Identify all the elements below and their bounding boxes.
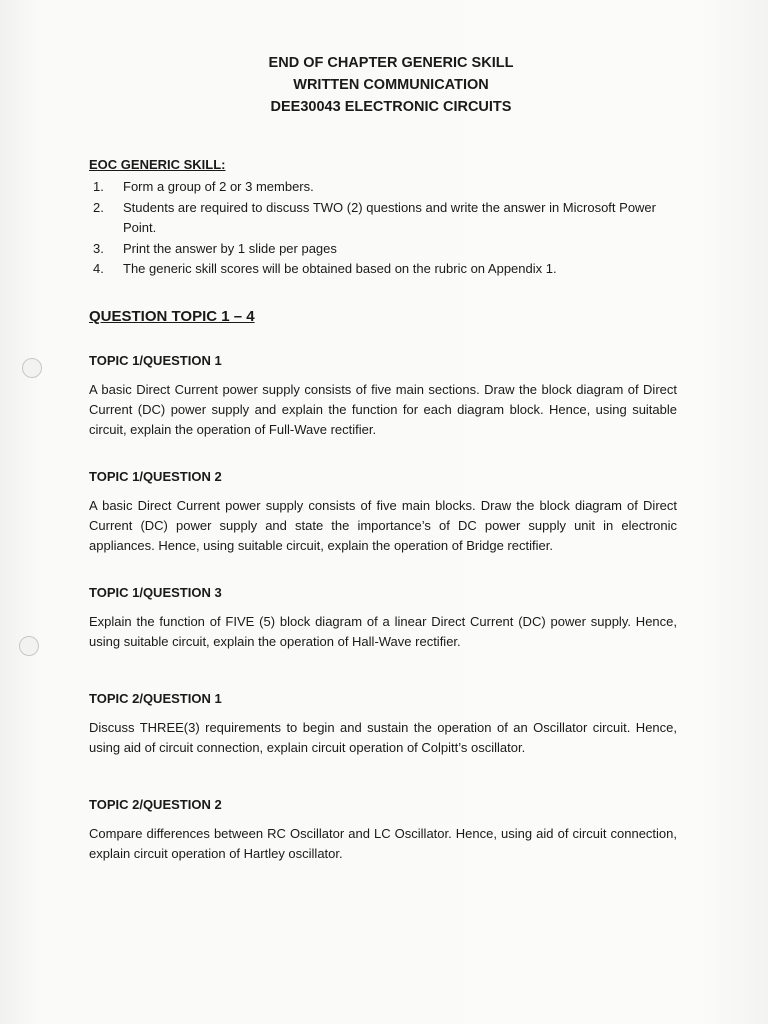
topic-title: TOPIC 2/QUESTION 2 <box>89 797 222 812</box>
rule-number: 1. <box>93 179 104 194</box>
section-title: QUESTION TOPIC 1 – 4 <box>89 308 255 325</box>
topic-body: A basic Direct Current power supply consists of five main blocks. Draw the block diagram of Direct Current (DC) power supply and state the importance’s of DC power supply unit in electronic appliances. Hence, using suitable circuit, explain the operation of Bridge rectifier. <box>89 498 677 553</box>
eoc-title: EOC GENERIC SKILL: <box>89 157 226 172</box>
punch-hole-top <box>22 358 42 378</box>
topic-title: TOPIC 1/QUESTION 3 <box>89 585 222 600</box>
rule-text: Form a group of 2 or 3 members. <box>123 179 314 194</box>
topic-title: TOPIC 1/QUESTION 2 <box>89 469 222 484</box>
topic-body: Compare differences between RC Oscillator and LC Oscillator. Hence, using aid of circuit connection, explain circuit operation of Hartley oscillator. <box>89 826 677 861</box>
rule-item <box>89 239 689 260</box>
document-header <box>0 52 768 118</box>
rule-item <box>89 177 689 198</box>
topic-title: TOPIC 1/QUESTION 1 <box>89 353 222 368</box>
header-line-3: DEE30043 ELECTRONIC CIRCUITS <box>270 99 512 115</box>
rule-number: 3. <box>93 240 104 256</box>
punch-hole-bottom <box>19 636 39 656</box>
rule-number: 4. <box>93 261 104 276</box>
rule-text: Students are required to discuss TWO (2) questions and write the answer in Microsoft Power Point. <box>123 199 656 235</box>
topic-title: TOPIC 2/QUESTION 1 <box>89 691 222 706</box>
rule-item <box>89 198 689 239</box>
eoc-rules-list <box>89 177 689 280</box>
rule-item <box>89 259 689 280</box>
header-line-2: WRITTEN COMMUNICATION <box>293 77 489 93</box>
header-line-1: END OF CHAPTER GENERIC SKILL <box>268 55 514 71</box>
rule-text: The generic skill scores will be obtained based on the rubric on Appendix 1. <box>123 261 557 276</box>
topic-body: A basic Direct Current power supply consists of five main sections. Draw the block diagram of Direct Current (DC) power supply and explain the function for each diagram block. Hence, using suitable circuit, explain the operation of Full-Wave rectifier. <box>89 382 677 437</box>
topic-body: Discuss THREE(3) requirements to begin and sustain the operation of an Oscillator circuit. Hence, using aid of circuit connection, explain circuit operation of Colpitt’s oscillator. <box>89 720 677 755</box>
rule-text: Print the answer by 1 slide per pages <box>123 240 337 256</box>
topic-body: Explain the function of FIVE (5) block diagram of a linear Direct Current (DC) power supply. Hence, using suitable circuit, explain the operation of Hall-Wave rectifier. <box>89 614 677 649</box>
rule-number: 2. <box>93 199 104 215</box>
